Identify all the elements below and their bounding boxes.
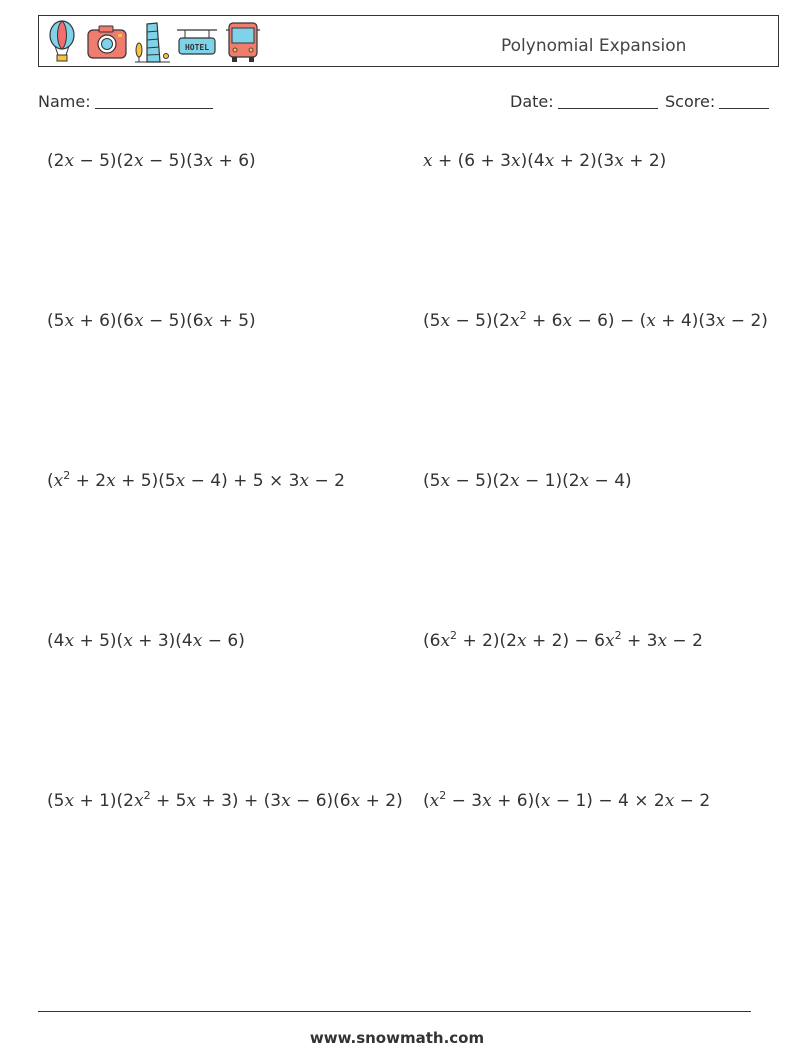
footer-divider <box>38 1011 751 1012</box>
problem-10: $(x^2 - 3x + 6)(x - 1) - 4 \times 2x - 2$ <box>423 789 711 811</box>
footer-url[interactable]: www.snowmath.com <box>309 1029 485 1047</box>
hotel-sign-text: HOTEL <box>184 43 210 52</box>
problem-4: $(5x - 5)(2x^2 + 6x - 6) - (x + 4)(3x - 2)$ <box>423 309 768 331</box>
problem-8: $(6x^2 + 2)(2x + 2) - 6x^2 + 3x - 2$ <box>423 629 703 651</box>
leaning-tower-icon <box>133 20 171 64</box>
problem-5: $(x^2 + 2x + 5)(5x - 4) + 5 \times 3x - 2$ <box>47 469 345 491</box>
name-field[interactable] <box>38 92 213 111</box>
problem-1: (2x − 5)(2x − 5)(3x + 6) <box>47 151 256 171</box>
score-line[interactable] <box>719 94 769 109</box>
problem-2: x + (6 + 3x)(4x + 2)(3x + 2) <box>423 151 667 171</box>
bus-icon <box>223 20 263 64</box>
page-title: Polynomial Expansion <box>501 36 687 56</box>
name-label: Name: <box>38 92 91 111</box>
date-line[interactable] <box>558 94 658 109</box>
problem-3: (5x + 6)(6x − 5)(6x + 5) <box>47 311 256 331</box>
problem-7: (4x + 5)(x + 3)(4x − 6) <box>47 631 245 651</box>
camera-icon <box>85 20 129 64</box>
hot-air-balloon-icon <box>47 20 77 64</box>
problem-6: (5x − 5)(2x − 1)(2x − 4) <box>423 471 632 491</box>
problem-9: $(5x + 1)(2x^2 + 5x + 3) + (3x - 6)(6x + 2)$ <box>47 789 403 811</box>
date-field[interactable] <box>510 92 658 111</box>
header-box <box>38 15 779 67</box>
score-field[interactable] <box>665 92 769 111</box>
hotel-sign-icon <box>175 20 219 64</box>
date-label: Date: <box>510 92 554 111</box>
score-label: Score: <box>665 92 716 111</box>
name-line[interactable] <box>95 94 213 109</box>
